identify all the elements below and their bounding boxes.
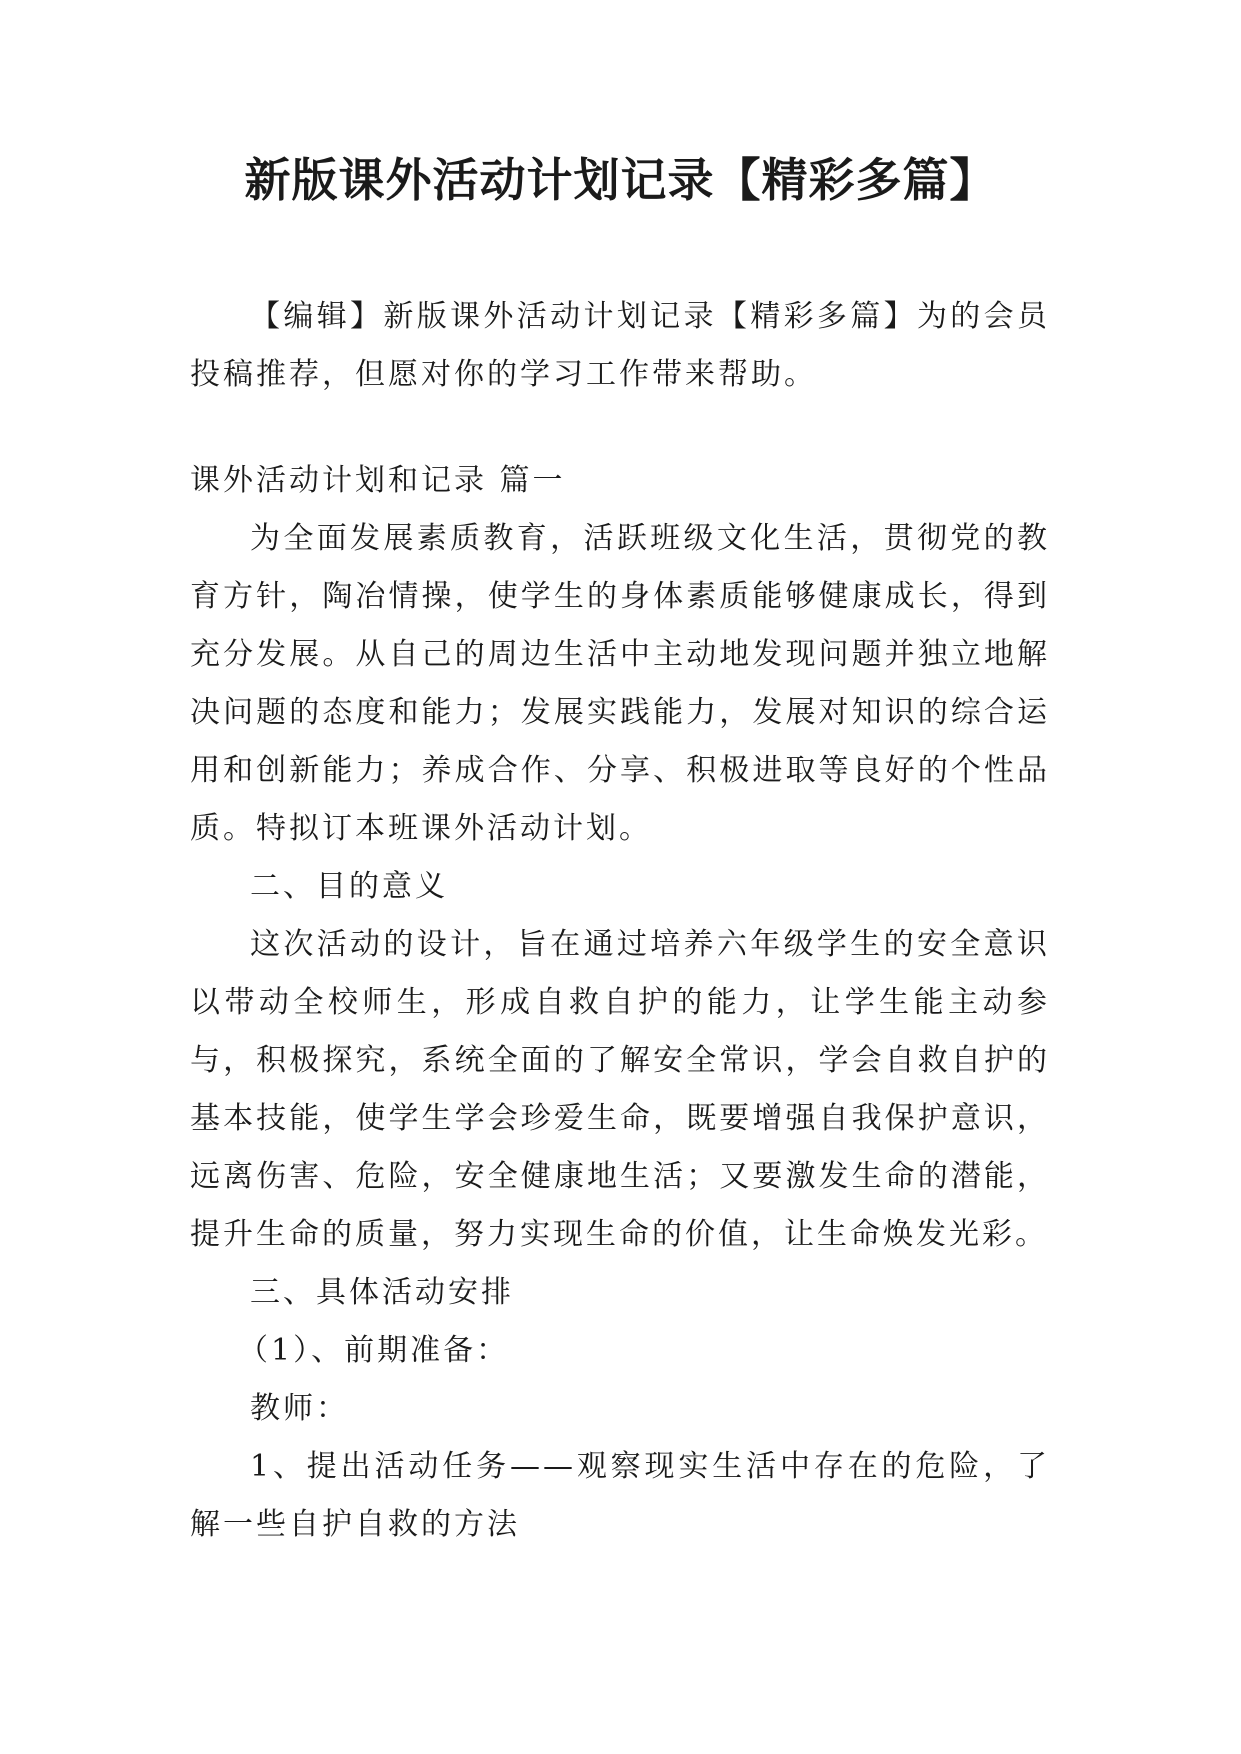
document-body — [190, 288, 1050, 1554]
list-item-task: 1、提出活动任务——观察现实生活中存在的危险，了解一些自护自救的方法 — [190, 1449, 1050, 1542]
section-heading: 课外活动计划和记录 篇一 — [190, 463, 566, 498]
subheading-teacher: 教师： — [250, 1391, 349, 1426]
subheading-preparation: （1）、前期准备： — [238, 1333, 510, 1368]
heading-goal-meaning: 二、目的意义 — [250, 869, 448, 904]
intro-paragraph: 【编辑】新版课外活动计划记录【精彩多篇】为的会员投稿推荐，但愿对你的学习工作带来帮助。 — [190, 299, 1050, 392]
heading-activity-arrangement: 三、具体活动安排 — [250, 1275, 514, 1310]
paragraph-goal-meaning: 这次活动的设计，旨在通过培养六年级学生的安全意识以带动全校师生，形成自救自护的能力，让学生能主动参与，积极探究，系统全面的了解安全常识，学会自救自护的基本技能，使学生学会珍爱生命，既要增强自我保护意识，远离伤害、危险，安全健康地生活；又要激发生命的潜能，提升生命的质量，努力实现生命的价值，让生命焕发光彩。 — [190, 927, 1050, 1252]
paragraph-purpose: 为全面发展素质教育，活跃班级文化生活，贯彻党的教育方针，陶冶情操，使学生的身体素质能够健康成长，得到充分发展。从自己的周边生活中主动地发现问题并独立地解决问题的态度和能力；发展实践能力，发展对知识的综合运用和创新能力；养成合作、分享、积极进取等良好的个性品质。特拟订本班课外活动计划。 — [190, 521, 1050, 846]
document-title: 新版课外活动计划记录【精彩多篇】 — [244, 153, 997, 207]
